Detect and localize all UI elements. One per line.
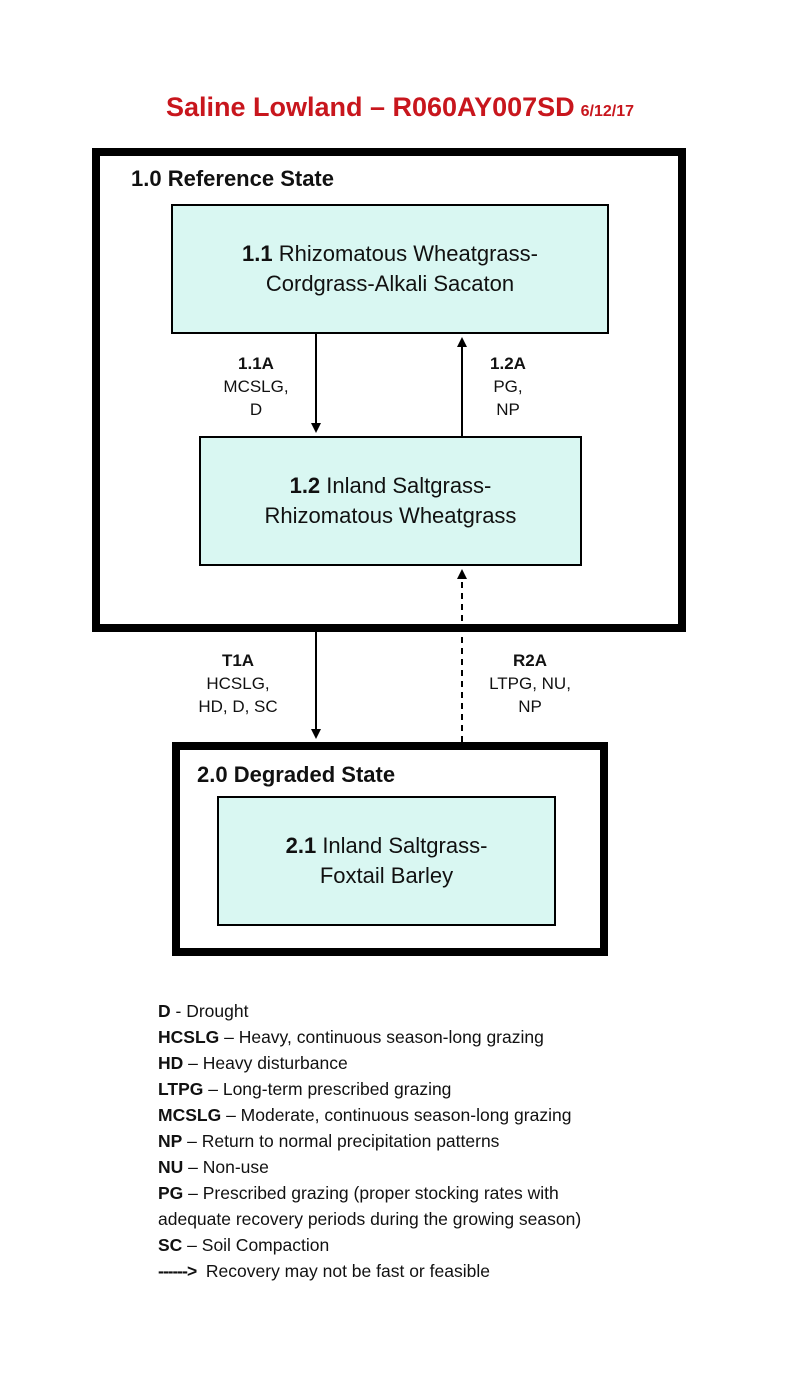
legend [158,998,581,1284]
label-t1a-line2: HD, D, SC [198,696,278,716]
label-1-1a-line2: D [249,399,263,419]
legend-item: LTPG – Long-term prescribed grazing [158,1079,452,1099]
label-1-2a-code: 1.2A [490,354,526,373]
title-text: Saline Lowland – R060AY007SD [165,92,575,122]
label-1-1a-code: 1.1A [238,354,274,373]
label-1-1a-line1: MCSLG, [223,376,289,396]
label-1-2a [468,353,548,422]
label-r2a-code: R2A [512,651,547,670]
community-2-1-id: 2.1 [285,833,317,859]
legend-item: D - Drought [158,1001,249,1021]
community-2-1-line2: Foxtail Barley [319,863,454,888]
legend-item: HD – Heavy disturbance [158,1053,348,1073]
community-1-2-id: 1.2 [289,473,321,499]
label-1-1a [196,353,316,422]
legend-item: SC – Soil Compaction [158,1235,330,1255]
community-1-1-line1: Rhizomatous Wheatgrass- [278,241,538,267]
label-t1a-code: T1A [221,651,255,670]
label-t1a-line1: HCSLG, [206,673,270,693]
label-1-2a-line1: PG, [493,376,523,396]
community-1-1-id: 1.1 [242,241,273,267]
reference-state-title: 1.0 Reference State [131,166,334,191]
degraded-state-title: 2.0 Degraded State [197,762,396,787]
community-1-2-line2: Rhizomatous Wheatgrass [264,503,517,528]
label-r2a [470,650,590,719]
legend-dashed-item: ------> Recovery may not be fast or feasible [158,1261,490,1281]
community-1-1-line2: Cordgrass-Alkali Sacaton [265,271,515,296]
label-r2a-line2: NP [518,696,542,716]
dashed-arrow-symbol: ------> [158,1261,197,1281]
legend-item: HCSLG – Heavy, continuous season-long grazing [158,1027,544,1047]
community-1-2-line1: Inland Saltgrass- [326,473,492,499]
legend-item: MCSLG – Moderate, continuous season-long grazing [158,1105,572,1125]
legend-item: adequate recovery periods during the growing season) [158,1209,582,1229]
label-r2a-line1: LTPG, NU, [489,673,571,693]
title-date: 6/12/17 [580,103,635,120]
community-2-1-line1: Inland Saltgrass- [322,833,488,859]
label-1-2a-line2: NP [496,399,520,419]
legend-item: NU – Non-use [158,1157,269,1177]
legend-item: NP – Return to normal precipitation patterns [158,1131,500,1151]
legend-item: PG – Prescribed grazing (proper stocking rates with [158,1183,559,1203]
label-t1a [176,650,300,719]
